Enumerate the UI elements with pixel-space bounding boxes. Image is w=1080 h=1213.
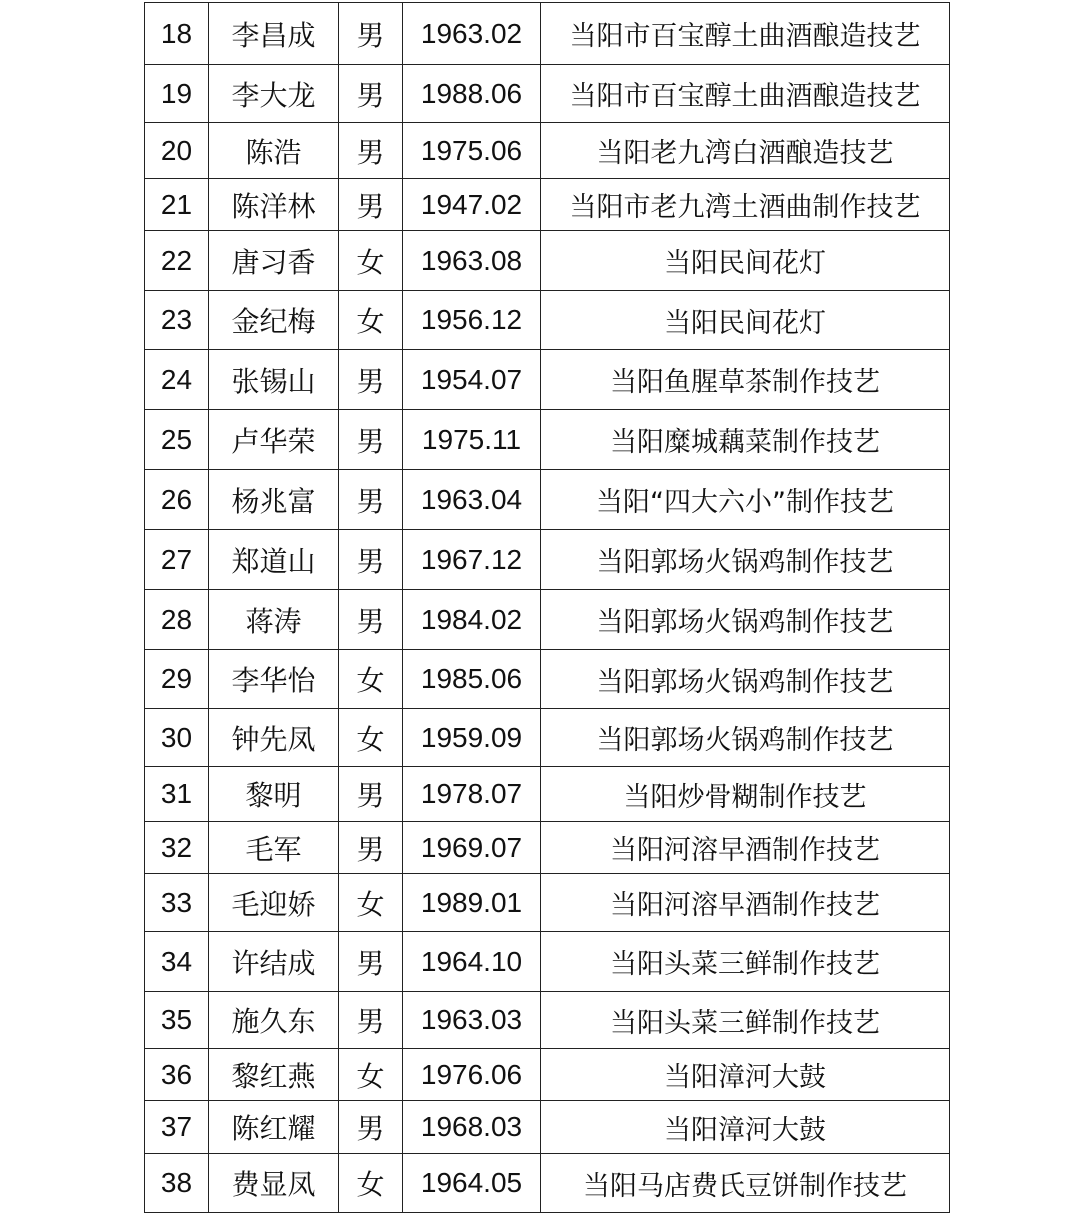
row-number: 27 [145,530,209,590]
table-row [145,1101,950,1154]
table-row [145,590,950,650]
birth-date: 1978.07 [403,767,541,822]
gender: 男 [339,470,403,530]
row-number: 37 [145,1101,209,1154]
table-row [145,992,950,1049]
table-row [145,231,950,291]
table-row [145,291,950,350]
birth-date: 1969.07 [403,822,541,874]
birth-date: 1963.04 [403,470,541,530]
gender: 女 [339,1154,403,1213]
birth-date: 1963.02 [403,3,541,65]
row-number: 34 [145,932,209,992]
table-row [145,767,950,822]
heritage-item: 当阳马店费氏豆饼制作技艺 [541,1154,950,1213]
gender: 男 [339,179,403,231]
person-name: 毛迎娇 [209,874,339,932]
gender: 男 [339,767,403,822]
gender: 女 [339,1049,403,1101]
table-row [145,350,950,410]
person-name: 卢华荣 [209,410,339,470]
table-row [145,932,950,992]
heritage-item: 当阳市百宝醇土曲酒酿造技艺 [541,65,950,123]
heritage-item: 当阳漳河大鼓 [541,1101,950,1154]
birth-date: 1989.01 [403,874,541,932]
person-name: 蒋涛 [209,590,339,650]
person-name: 陈洋林 [209,179,339,231]
table-row [145,530,950,590]
heritage-item: 当阳郭场火锅鸡制作技艺 [541,650,950,709]
row-number: 18 [145,3,209,65]
heritage-item: 当阳鱼腥草茶制作技艺 [541,350,950,410]
row-number: 38 [145,1154,209,1213]
table-row [145,65,950,123]
heritage-item: 当阳老九湾白酒酿造技艺 [541,123,950,179]
gender: 男 [339,530,403,590]
person-name: 张锡山 [209,350,339,410]
gender: 男 [339,1101,403,1154]
person-name: 杨兆富 [209,470,339,530]
person-name: 李大龙 [209,65,339,123]
heritage-item: 当阳“四大六小”制作技艺 [541,470,950,530]
heritage-item: 当阳漳河大鼓 [541,1049,950,1101]
person-name: 李华怡 [209,650,339,709]
table-row [145,179,950,231]
row-number: 36 [145,1049,209,1101]
person-name: 郑道山 [209,530,339,590]
table-body [145,3,950,1213]
birth-date: 1985.06 [403,650,541,709]
birth-date: 1988.06 [403,65,541,123]
table-row [145,874,950,932]
row-number: 35 [145,992,209,1049]
heritage-item: 当阳郭场火锅鸡制作技艺 [541,590,950,650]
row-number: 29 [145,650,209,709]
gender: 女 [339,650,403,709]
heritage-item: 当阳郭场火锅鸡制作技艺 [541,709,950,767]
person-name: 黎明 [209,767,339,822]
gender: 男 [339,992,403,1049]
row-number: 25 [145,410,209,470]
person-name: 许结成 [209,932,339,992]
person-name: 陈浩 [209,123,339,179]
row-number: 32 [145,822,209,874]
gender: 男 [339,410,403,470]
heritage-item: 当阳民间花灯 [541,231,950,291]
person-name: 黎红燕 [209,1049,339,1101]
person-name: 钟先凤 [209,709,339,767]
gender: 女 [339,874,403,932]
birth-date: 1954.07 [403,350,541,410]
heritage-item: 当阳河溶早酒制作技艺 [541,874,950,932]
row-number: 33 [145,874,209,932]
person-name: 费显凤 [209,1154,339,1213]
person-name: 陈红耀 [209,1101,339,1154]
gender: 男 [339,65,403,123]
person-name: 施久东 [209,992,339,1049]
birth-date: 1984.02 [403,590,541,650]
row-number: 22 [145,231,209,291]
inheritor-table [144,2,950,1213]
heritage-item: 当阳民间花灯 [541,291,950,350]
birth-date: 1964.05 [403,1154,541,1213]
person-name: 毛军 [209,822,339,874]
person-name: 唐习香 [209,231,339,291]
heritage-item: 当阳头菜三鲜制作技艺 [541,992,950,1049]
heritage-item: 当阳市老九湾土酒曲制作技艺 [541,179,950,231]
table-row [145,709,950,767]
birth-date: 1976.06 [403,1049,541,1101]
gender: 男 [339,822,403,874]
table-row [145,650,950,709]
birth-date: 1964.10 [403,932,541,992]
table-row [145,822,950,874]
birth-date: 1947.02 [403,179,541,231]
gender: 女 [339,709,403,767]
gender: 女 [339,231,403,291]
birth-date: 1959.09 [403,709,541,767]
birth-date: 1963.03 [403,992,541,1049]
birth-date: 1956.12 [403,291,541,350]
row-number: 19 [145,65,209,123]
birth-date: 1975.06 [403,123,541,179]
person-name: 李昌成 [209,3,339,65]
gender: 男 [339,932,403,992]
birth-date: 1967.12 [403,530,541,590]
heritage-item: 当阳郭场火锅鸡制作技艺 [541,530,950,590]
birth-date: 1963.08 [403,231,541,291]
heritage-item: 当阳市百宝醇土曲酒酿造技艺 [541,3,950,65]
row-number: 30 [145,709,209,767]
table-row [145,3,950,65]
row-number: 28 [145,590,209,650]
row-number: 24 [145,350,209,410]
table-row [145,1154,950,1213]
table-row [145,1049,950,1101]
table-row [145,410,950,470]
heritage-item: 当阳糜城藕菜制作技艺 [541,410,950,470]
heritage-item: 当阳头菜三鲜制作技艺 [541,932,950,992]
row-number: 20 [145,123,209,179]
table-row [145,123,950,179]
gender: 男 [339,350,403,410]
row-number: 31 [145,767,209,822]
heritage-item: 当阳河溶早酒制作技艺 [541,822,950,874]
table-row [145,470,950,530]
gender: 男 [339,123,403,179]
birth-date: 1975.11 [403,410,541,470]
row-number: 26 [145,470,209,530]
heritage-item: 当阳炒骨糊制作技艺 [541,767,950,822]
row-number: 23 [145,291,209,350]
gender: 男 [339,3,403,65]
gender: 男 [339,590,403,650]
birth-date: 1968.03 [403,1101,541,1154]
row-number: 21 [145,179,209,231]
gender: 女 [339,291,403,350]
person-name: 金纪梅 [209,291,339,350]
